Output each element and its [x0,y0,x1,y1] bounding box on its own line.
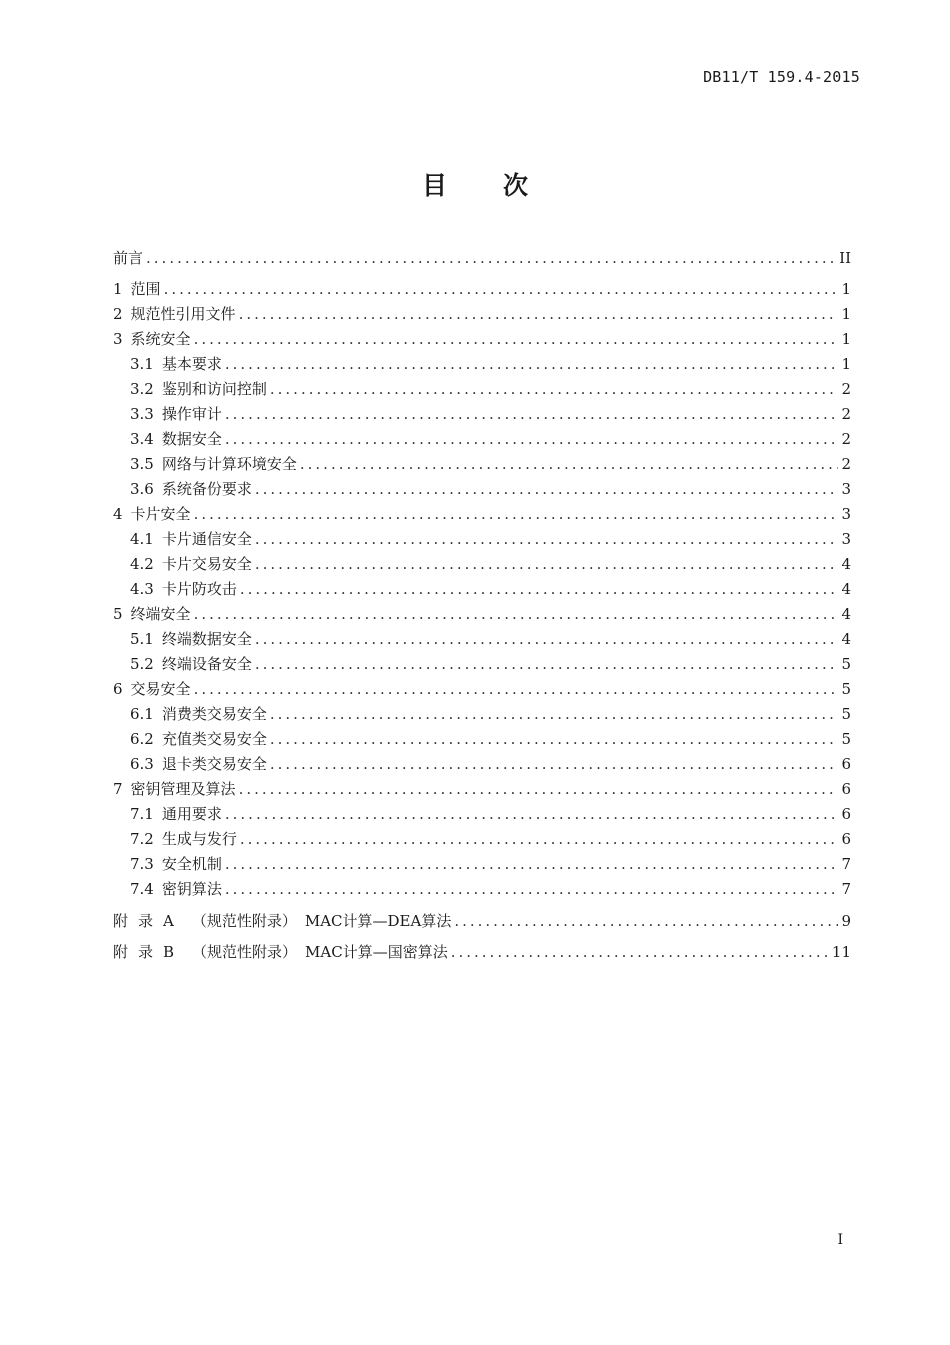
toc-entry-page: 3 [841,480,851,498]
toc-entry-label: 交易安全 [130,680,191,698]
toc-entry-page: 6 [841,805,851,823]
toc-entry-page: 1 [841,355,851,373]
toc-entry-page: 1 [841,280,851,298]
toc-leader-dots [454,906,838,937]
toc-entry-number: 5.1 [130,630,154,648]
toc-entry-number: 3.4 [130,430,154,448]
toc-entry-label: 基本要求 [161,355,222,373]
toc-entry[interactable] [113,352,851,377]
toc-entry-number: 7.3 [130,855,154,873]
toc-appendix-a[interactable] [113,906,851,937]
toc-leader-dots [451,937,829,968]
toc-leader-dots [240,827,839,852]
toc-entry-label: 卡片交易安全 [161,555,252,573]
toc-entry[interactable] [113,602,851,627]
toc-entry-number: 5 [113,605,123,623]
toc-entry-label: 密钥管理及算法 [130,780,236,798]
table-of-contents [113,246,851,968]
toc-entry-number: 1 [113,280,123,298]
toc-entry-label: 范围 [130,280,161,298]
toc-entry-number: 6.3 [130,755,154,773]
toc-entry-page: 1 [841,330,851,348]
toc-leader-dots [225,877,839,902]
toc-entry[interactable] [113,552,851,577]
toc-entry-number: 3.1 [130,355,154,373]
toc-entry-number: 7.2 [130,830,154,848]
toc-entry-label: 退卡类交易安全 [161,755,267,773]
toc-entry[interactable] [113,427,851,452]
toc-leader-dots [240,577,839,602]
document-code: DB11/T 159.4-2015 [703,68,860,86]
toc-entry-number: 6.1 [130,705,154,723]
toc-appendix-b[interactable] [113,937,851,968]
toc-entry-label: 密钥算法 [161,880,222,898]
page-number: I [837,1232,843,1248]
toc-entry[interactable] [113,702,851,727]
toc-entry-page: 6 [841,755,851,773]
toc-entry[interactable] [113,802,851,827]
toc-entry[interactable] [113,677,851,702]
toc-entry-label: 消费类交易安全 [161,705,267,723]
toc-entry-number: 3.3 [130,405,154,423]
toc-entry-page: 5 [841,730,851,748]
toc-entry-number: 7 [113,780,123,798]
toc-entry-preface[interactable] [113,246,851,271]
toc-leader-dots [255,527,839,552]
toc-entry[interactable] [113,577,851,602]
toc-entry[interactable] [113,752,851,777]
toc-entry-page: 6 [841,780,851,798]
toc-entry[interactable] [113,452,851,477]
toc-entry-page: 2 [841,405,851,423]
toc-entry-number: 3.5 [130,455,154,473]
toc-entry-page: 2 [841,380,851,398]
title-char-1: 目 [421,171,447,200]
toc-leader-dots [225,852,839,877]
toc-leader-dots [146,246,836,271]
toc-entry-page: 4 [841,605,851,623]
toc-entry-page: 4 [841,555,851,573]
toc-entry-label: 前言 [113,249,144,267]
toc-entry[interactable] [113,502,851,527]
toc-entry-page: 5 [841,655,851,673]
toc-entry-number: 3 [113,330,123,348]
toc-entry-page: 2 [841,455,851,473]
toc-leader-dots [194,602,839,627]
toc-entry-label: 操作审计 [161,405,222,423]
appendix-type: （规范性附录） [191,912,297,930]
toc-entry-label: 通用要求 [161,805,222,823]
toc-entry-page: 2 [841,430,851,448]
toc-leader-dots [239,302,839,327]
toc-leader-dots [194,327,839,352]
toc-entry-page: 6 [841,830,851,848]
toc-entry-page: 5 [841,705,851,723]
toc-leader-dots [300,452,839,477]
toc-entry-number: 4.1 [130,530,154,548]
appendix-label: MAC计算—国密算法 [305,943,448,961]
toc-entry-page: 9 [841,912,851,930]
toc-entry-label: 网络与计算环境安全 [161,455,297,473]
toc-entry-label: 卡片通信安全 [161,530,252,548]
toc-entry[interactable] [113,527,851,552]
toc-entry-number: 4.3 [130,580,154,598]
page-title [0,166,950,202]
appendix-prefix: 附录A [113,912,184,930]
toc-entry-label: 鉴别和访问控制 [161,380,267,398]
toc-entry-page: 5 [841,680,851,698]
toc-entry-label: 规范性引用文件 [130,305,236,323]
toc-leader-dots [270,727,839,752]
toc-entry-label: 终端数据安全 [161,630,252,648]
toc-entry-label: 卡片安全 [130,505,191,523]
toc-entry[interactable] [113,327,851,352]
toc-entry-page: II [839,249,851,267]
toc-entry[interactable] [113,402,851,427]
toc-entry-page: 7 [841,855,851,873]
toc-entry[interactable] [113,652,851,677]
toc-entry[interactable] [113,477,851,502]
toc-entry-page: 11 [831,943,851,961]
toc-entry-label: 生成与发行 [161,830,237,848]
toc-entry-label: 终端安全 [130,605,191,623]
toc-entry-label: 数据安全 [161,430,222,448]
toc-leader-dots [225,802,839,827]
toc-entry-label: 终端设备安全 [161,655,252,673]
toc-entry[interactable] [113,627,851,652]
toc-leader-dots [255,627,839,652]
appendix-prefix: 附录B [113,943,185,961]
toc-entry-page: 1 [841,305,851,323]
toc-entry-number: 6.2 [130,730,154,748]
toc-leader-dots [225,402,839,427]
toc-entry-number: 5.2 [130,655,154,673]
toc-leader-dots [255,652,839,677]
toc-entry[interactable] [113,777,851,802]
toc-entry[interactable] [113,827,851,852]
toc-leader-dots [270,377,839,402]
toc-entry-page: 3 [841,530,851,548]
toc-leader-dots [194,502,839,527]
toc-entry-number: 4.2 [130,555,154,573]
toc-entry-label: 系统备份要求 [161,480,252,498]
toc-entry-number: 7.1 [130,805,154,823]
toc-leader-dots [225,352,839,377]
toc-leader-dots [270,702,839,727]
toc-entry-page: 4 [841,630,851,648]
toc-entry-number: 4 [113,505,123,523]
toc-leader-dots [255,477,839,502]
toc-entry-label: 卡片防攻击 [161,580,237,598]
toc-entry-page: 7 [841,880,851,898]
toc-entry-page: 3 [841,505,851,523]
toc-entry[interactable] [113,877,851,902]
title-char-2: 次 [503,171,529,200]
toc-entry[interactable] [113,302,851,327]
toc-entry-number: 3.6 [130,480,154,498]
toc-entry-label: 系统安全 [130,330,191,348]
toc-leader-dots [239,777,839,802]
toc-entry-number: 7.4 [130,880,154,898]
toc-leader-dots [164,277,839,302]
toc-entry[interactable] [113,852,851,877]
toc-entry[interactable] [113,277,851,302]
toc-entry-number: 6 [113,680,123,698]
toc-entry-number: 2 [113,305,123,323]
toc-entry-label: 充值类交易安全 [161,730,267,748]
appendix-type: （规范性附录） [192,943,298,961]
toc-entry[interactable] [113,727,851,752]
toc-entry-number: 3.2 [130,380,154,398]
toc-leader-dots [194,677,839,702]
appendix-label: MAC计算—DEA算法 [304,912,452,930]
toc-leader-dots [225,427,839,452]
toc-leader-dots [255,552,839,577]
toc-entry[interactable] [113,377,851,402]
toc-leader-dots [270,752,839,777]
toc-entry-label: 安全机制 [161,855,222,873]
toc-entry-page: 4 [841,580,851,598]
